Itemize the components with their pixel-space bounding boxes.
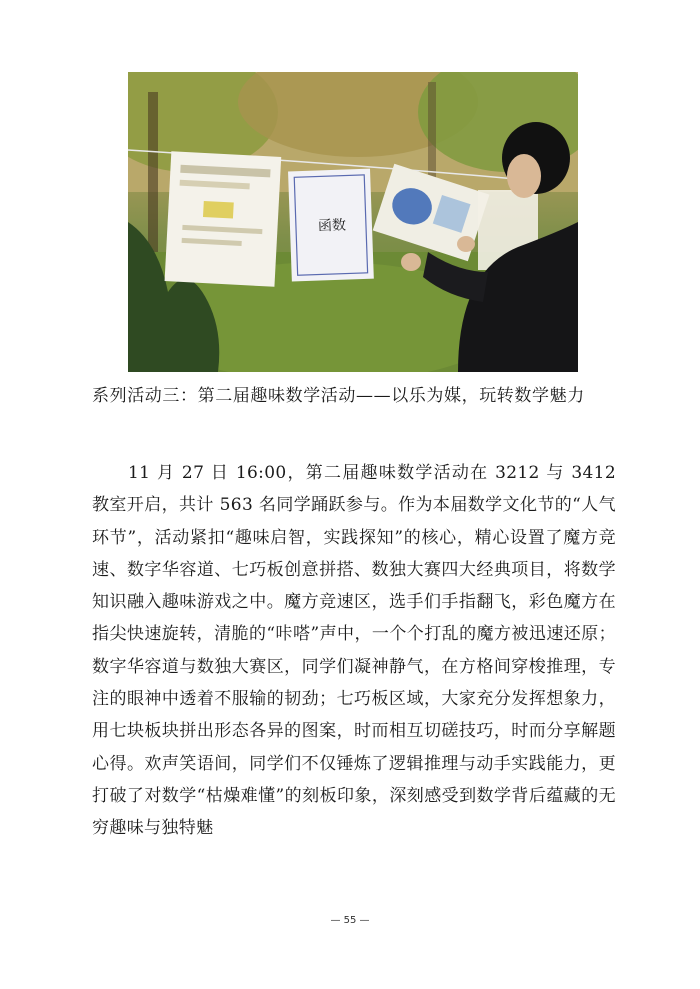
- page-number: — 55 —: [330, 915, 370, 926]
- section-heading: 系列活动三：第二届趣味数学活动——以乐为媒，玩转数学魅力: [92, 386, 585, 406]
- photo-scene: [128, 72, 578, 372]
- poster-title: 函数: [317, 217, 347, 235]
- body-paragraph: 11 月 27 日 16:00，第二届趣味数学活动在 3212 与 3412 教室开启，共计 563 名同学踊跃参与。作为本届数学文化节的“人气环节”，活动紧扣“趣味启智，实践探知”的核心，精心设置了魔方竞速、数字华容道、七巧板创意拼搭、数独大赛四大经典项目，将数学知识融入趣味游戏之中。魔方竞速区，选手们手指翻飞，彩色魔方在指尖快速旋转，清脆的“咔嗒”声中，一个个打乱的魔方被迅速还原；数字华容道与数独大赛区，同学们凝神静气，在方格间穿梭推理，专注的眼神中透着不服输的韧劲；七巧板区域，大家充分发挥想象力，用七块板块拼出形态各异的图案，时而相互切磋技巧，时而分享解题心得。欢声笑语间，同学们不仅锤炼了逻辑推理与动手实践能力，更打破了对数学“枯燥难懂”的刻板印象，深刻感受到数学背后蕴藏的无穷趣味与独特魅: [92, 463, 616, 839]
- activity-photo: [128, 72, 578, 372]
